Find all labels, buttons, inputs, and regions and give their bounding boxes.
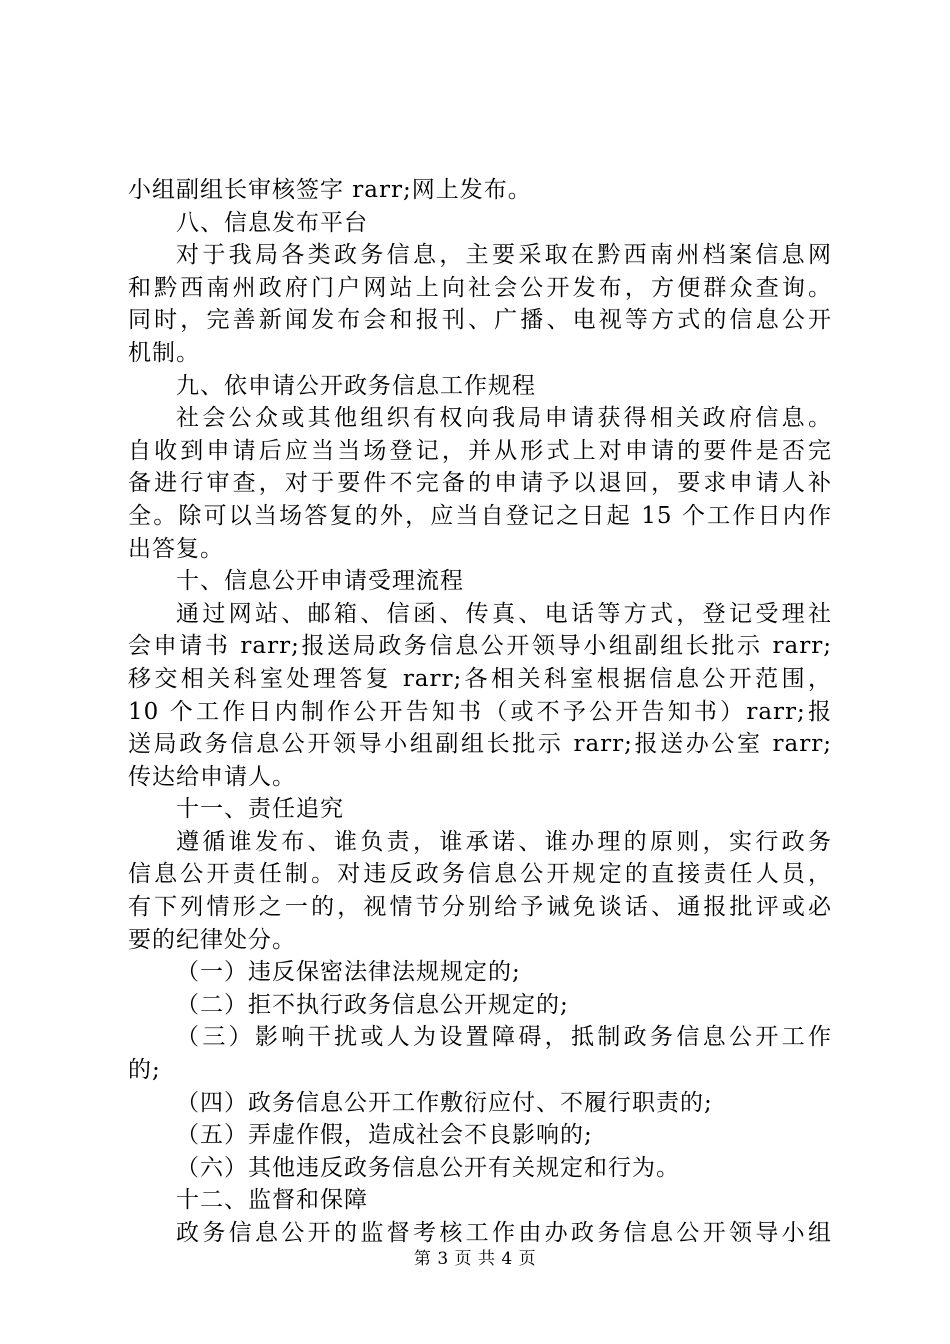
text-line: 全。除可以当场答复的外，应当自登记之日起 15 个工作日内作: [128, 502, 832, 529]
text-line: 九、依申请公开政务信息工作规程: [176, 372, 536, 399]
text-line: 传达给申请人。: [128, 763, 296, 790]
text-line: 和黔西南州政府门户网站上向社会公开发布，方便群众查询。: [128, 274, 832, 301]
text-line: 要的纪律处分。: [128, 926, 296, 953]
text-line: 的;: [128, 1057, 161, 1084]
text-line: 小组副组长审核签字 rarr;网上发布。: [128, 177, 532, 203]
text-line: 十、信息公开申请受理流程: [176, 568, 464, 595]
text-line: 十一、责任追究: [176, 796, 344, 823]
text-line: 社会公众或其他组织有权向我局申请获得相关政府信息。: [176, 405, 832, 432]
text-line: 移交相关科室处理答复 rarr;各相关科室根据信息公开范围，: [128, 665, 832, 692]
text-line: （二）拒不执行政务信息公开规定的;: [176, 991, 569, 1018]
text-line: 十二、监督和保障: [176, 1187, 368, 1214]
page-footer: 第 3 页 共 4 页: [413, 1249, 537, 1269]
text-line: 备进行审查，对于要件不完备的申请予以退回，要求申请人补: [128, 470, 832, 497]
text-line: （三）影响干扰或人为设置障碍，抵制政务信息公开工作: [176, 1024, 832, 1051]
text-line: 会申请书 rarr;报送局政务信息公开领导小组副组长批示 rarr;: [128, 633, 832, 660]
text-line: 自收到申请后应当当场登记，并从形式上对申请的要件是否完: [128, 437, 832, 464]
text-line: （六）其他违反政务信息公开有关规定和行为。: [176, 1154, 680, 1181]
text-line: （一）违反保密法律法规规定的;: [176, 959, 521, 986]
text-line: （五）弄虚作假，造成社会不良影响的;: [176, 1122, 593, 1149]
text-line: （四）政务信息公开工作敷衍应付、不履行职责的;: [176, 1089, 713, 1116]
text-line: 同时，完善新闻发布会和报刊、广播、电视等方式的信息公开: [128, 307, 832, 334]
text-line: 遵循谁发布、谁负责，谁承诺、谁办理的原则，实行政务: [176, 828, 832, 855]
document-body: [128, 174, 832, 1250]
text-line: 有下列情形之一的，视情节分别给予诫免谈话、通报批评或必: [128, 894, 832, 921]
text-line: 对于我局各类政务信息，主要采取在黔西南州档案信息网: [176, 242, 832, 269]
text-line: 政务信息公开的监督考核工作由办政务信息公开领导小组: [176, 1220, 832, 1246]
text-line: 出答复。: [128, 535, 224, 562]
text-line: 机制。: [128, 339, 200, 366]
text-line: 10 个工作日内制作公开告知书（或不予公开告知书）rarr;报: [128, 698, 832, 725]
text-line: 信息公开责任制。对违反政务信息公开规定的直接责任人员，: [128, 861, 832, 888]
text-line: 八、信息发布平台: [176, 209, 368, 236]
text-line: 通过网站、邮箱、信函、传真、电话等方式，登记受理社: [176, 600, 832, 627]
text-line: 送局政务信息公开领导小组副组长批示 rarr;报送办公室 rarr;: [128, 731, 832, 758]
